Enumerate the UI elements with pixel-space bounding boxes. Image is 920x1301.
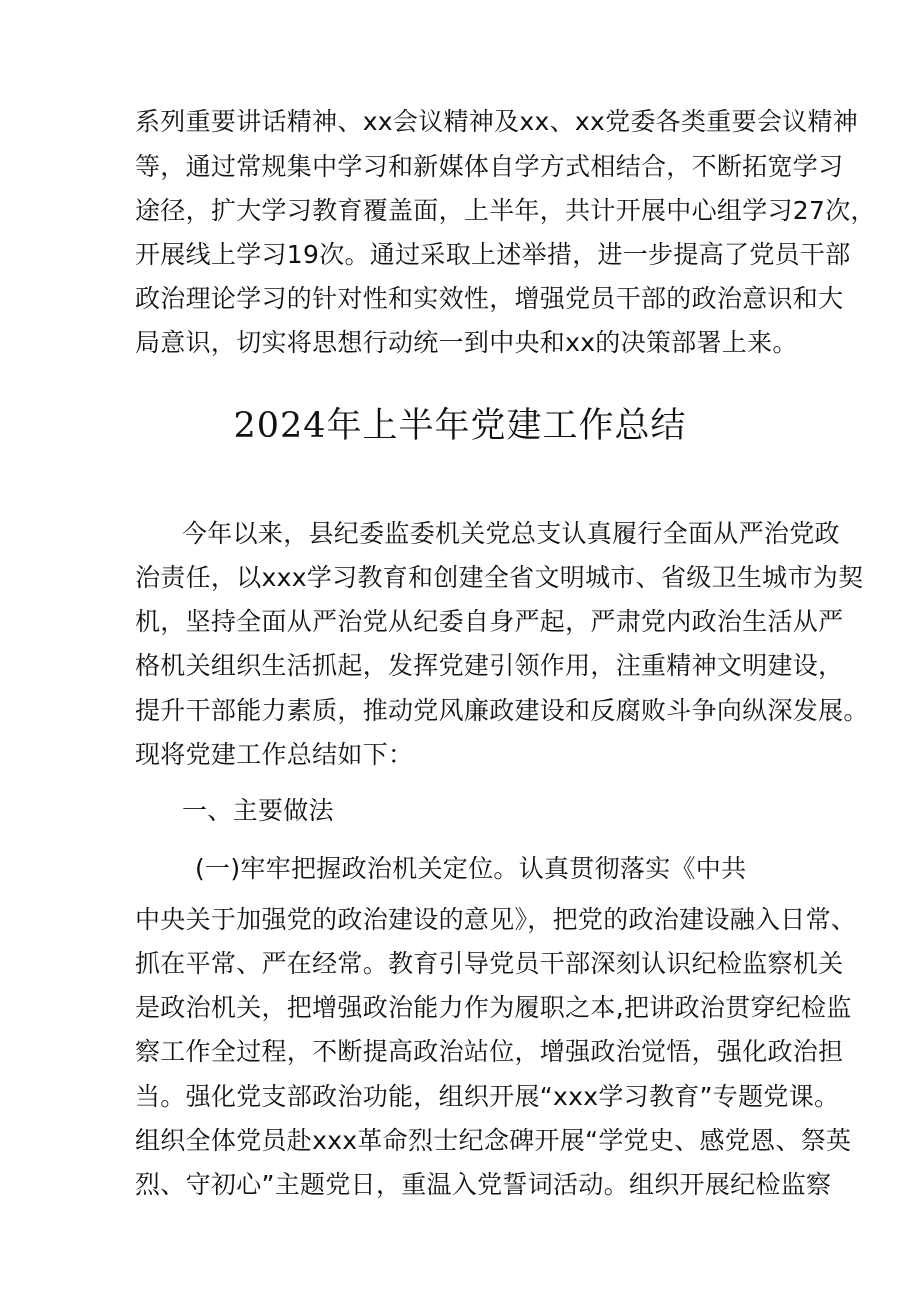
document-title: 2024年上半年党建工作总结 — [233, 406, 687, 446]
paragraph-line: 治责任，以xxx学习教育和创建全省文明城市、省级卫生城市为契 — [135, 563, 864, 592]
paragraph-line: 现将党建工作总结如下： — [135, 740, 414, 769]
paragraph-line: 组织全体党员赴xxx革命烈士纪念碑开展“学党史、感党恩、祭英 — [135, 1126, 852, 1155]
paragraph-line: 途径，扩大学习教育覆盖面，上半年，共计开展中心组学习27次， — [135, 196, 876, 225]
paragraph-line: 今年以来，县纪委监委机关党总支认真履行全面从严治党政 — [182, 519, 840, 548]
paragraph-line: 等，通过常规集中学习和新媒体自学方式相结合，不断拓宽学习 — [135, 152, 844, 181]
paragraph-line: 格机关组织生活抓起，发挥党建引领作用，注重精神文明建设， — [135, 651, 844, 680]
paragraph-line: 是政治机关，把增强政治能力作为履职之本,把讲政治贯穿纪检监 — [135, 993, 852, 1022]
section-heading: 一、主要做法 — [182, 796, 334, 825]
paragraph-line: 政治理论学习的针对性和实效性，增强党员干部的政治意识和大 — [135, 284, 844, 313]
paragraph-line: 开展线上学习19次。通过采取上述举措，进一步提高了党员干部 — [135, 240, 851, 269]
paragraph-line: 系列重要讲话精神、xx会议精神及xx、xx党委各类重要会议精神 — [135, 107, 859, 136]
paragraph-line: 机，坚持全面从严治党从纪委自身严起，严肃党内政治生活从严 — [135, 607, 844, 636]
paragraph-line: 抓在平常、严在经常。教育引导党员干部深刻认识纪检监察机关 — [135, 949, 844, 978]
paragraph-line: 察工作全过程，不断提高政治站位，增强政治觉悟，强化政治担 — [135, 1037, 844, 1066]
subsection-heading: (一)牢牢把握政治机关定位。认真贯彻落实《中共 — [195, 854, 747, 883]
paragraph-line: 局意识，切实将思想行动统一到中央和xx的决策部署上来。 — [135, 328, 798, 357]
paragraph-line: 烈、守初心”主题党日，重温入党誓词活动。组织开展纪检监察 — [135, 1170, 832, 1199]
paragraph-line: 中央关于加强党的政治建设的意见》，把党的政治建设融入日常、 — [135, 905, 857, 934]
paragraph-line: 提升干部能力素质，推动党风廉政建设和反腐败斗争向纵深发展。 — [135, 696, 869, 725]
paragraph-line: 当。强化党支部政治功能，组织开展“xxx学习教育”专题党课。 — [135, 1082, 840, 1111]
